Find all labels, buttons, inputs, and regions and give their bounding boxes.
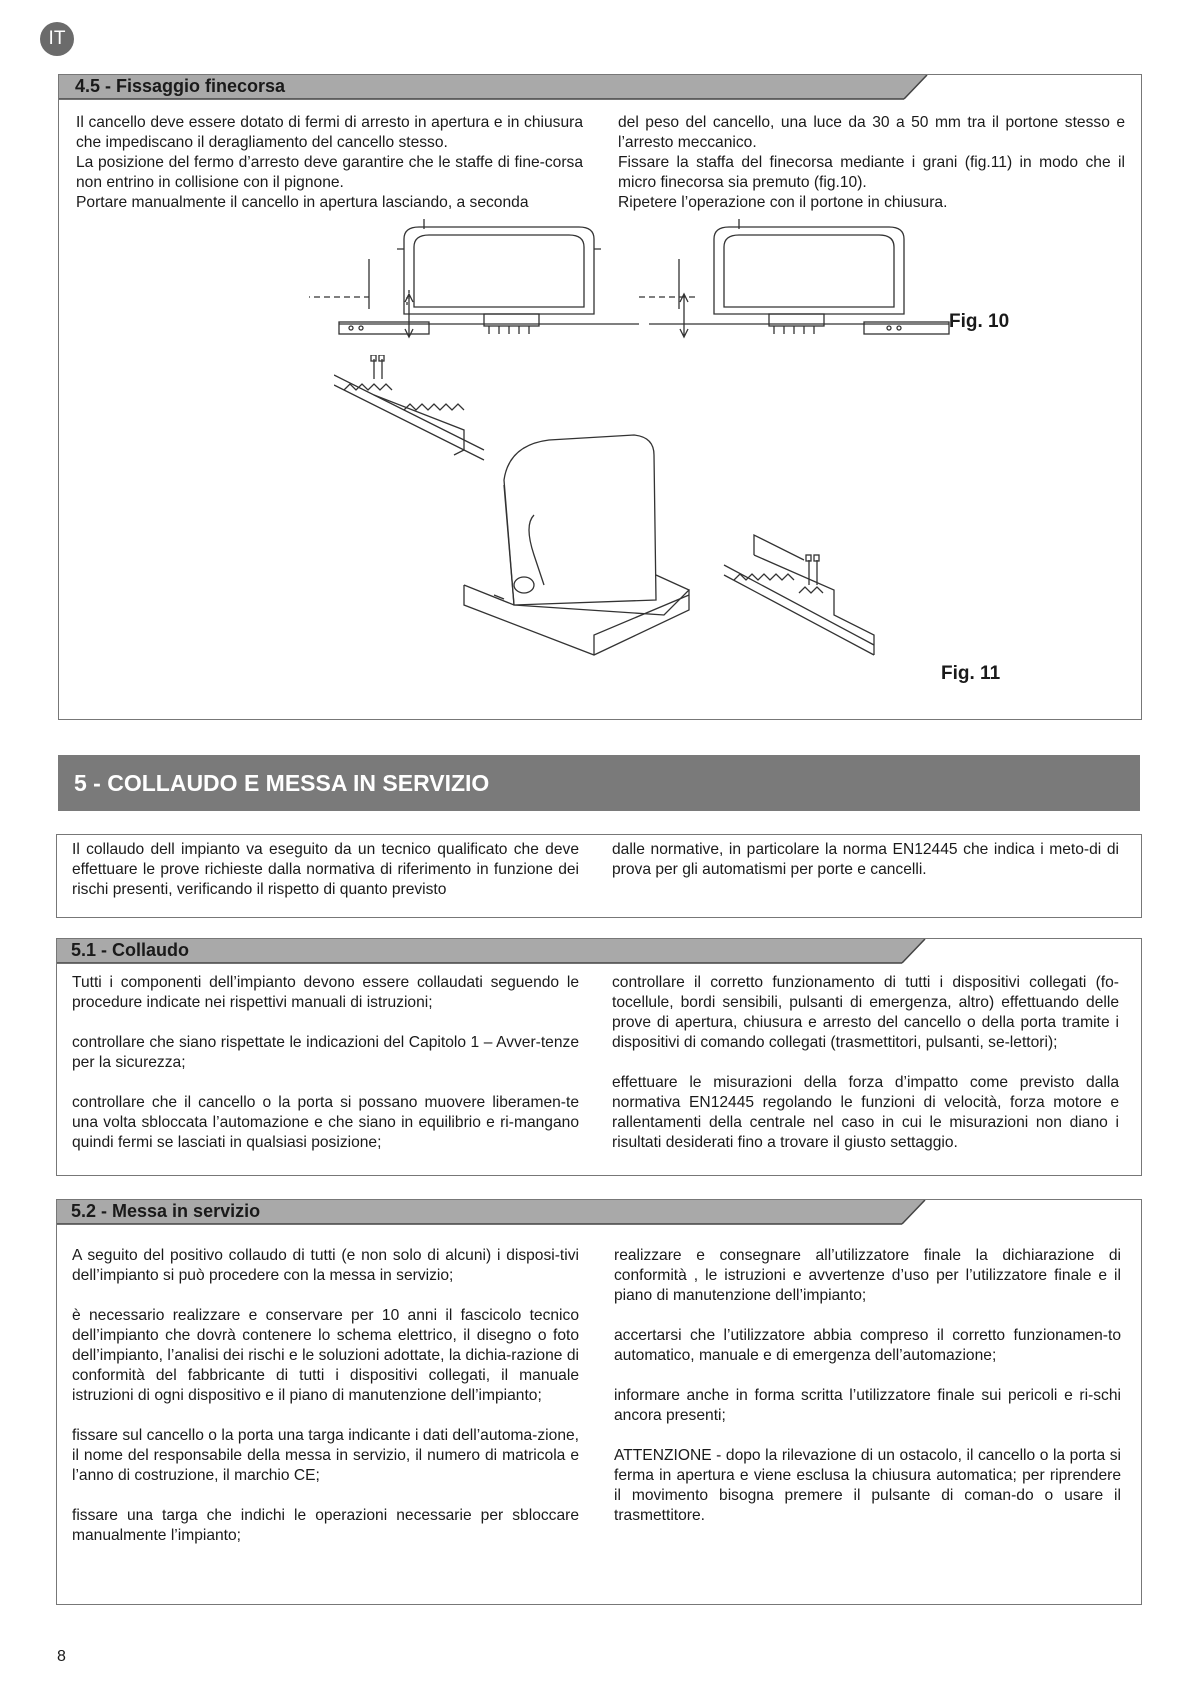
section-5-2-left-text <box>72 1246 579 1546</box>
section-5-right-text <box>612 840 1119 880</box>
paragraph: realizzare e consegnare all’utilizzatore finale la dichiarazione di conformità , le istruzioni e avvertenze d’uso per l’utilizzatore finale e il piano di manutenzione dell’impianto; <box>614 1247 1121 1304</box>
section-4-5-title: 4.5 - Fissaggio finecorsa <box>75 76 286 96</box>
paragraph: controllare il corretto funzionamento di tutti i dispositivi collegati (fo-tocellule, bordi sensibili, pulsanti di emergenza, altro) effettuando delle prove di apertura, chiusura e arresto del cancello o della porta tramite i dispositivi di comando collegati (trasmettitori, pulsanti, se-lettori); <box>612 974 1119 1051</box>
section-5-intro-box <box>56 834 1142 918</box>
paragraph: Tutti i componenti dell’impianto devono essere collaudati seguendo le procedure indicate nei rispettivi manuali di istruzioni; <box>72 974 579 1011</box>
section-5-left-text <box>72 840 579 900</box>
section-4-5-left-text <box>76 113 583 213</box>
paragraph: controllare che siano rispettate le indicazioni del Capitolo 1 – Avver-tenze per la sicurezza; <box>72 1034 579 1071</box>
paragraph: del peso del cancello, una luce da 30 a 50 mm tra il portone stesso e l’arresto meccanico. <box>618 114 1125 151</box>
section-5-1-box <box>56 938 1142 1176</box>
paragraph: Il cancello deve essere dotato di fermi di arresto in apertura e in chiusura che impediscano il deragliamento del cancello stesso. <box>76 114 583 151</box>
section-5-2-right-text <box>614 1246 1121 1526</box>
section-5-2-title: 5.2 - Messa in servizio <box>71 1201 261 1221</box>
paragraph: Portare manualmente il cancello in apertura lasciando, a seconda <box>76 194 529 211</box>
section-4-5-box <box>58 74 1142 720</box>
fig-10-drawing <box>309 219 969 349</box>
language-badge: IT <box>40 22 74 56</box>
paragraph: effettuare le misurazioni della forza d’impatto come previsto dalla normativa EN12445 regolando le funzioni di velocità, forza motore e rallentamenti della centrale nel caso in cui le misurazioni non diano i risultati desiderati fino a trovare il giusto settaggio. <box>612 1074 1119 1151</box>
section-5-2-box <box>56 1199 1142 1605</box>
paragraph: A seguito del positivo collaudo di tutti (e non solo di alcuni) i disposi-tivi dell’impianto si può procedere con la messa in servizio; <box>72 1247 579 1284</box>
paragraph: informare anche in forma scritta l’utilizzatore finale sui pericoli e ri-schi ancora presenti; <box>614 1387 1121 1424</box>
paragraph: fissare una targa che indichi le operazioni necessarie per sbloccare manualmente l’impianto; <box>72 1507 579 1544</box>
paragraph: controllare che il cancello o la porta si possano muovere liberamen-te una volta sbloccata l’automazione e che siano in equilibrio e ri-mangano quindi fermi se lasciati in qualsiasi posizione; <box>72 1094 579 1151</box>
paragraph: ATTENZIONE - dopo la rilevazione di un ostacolo, il cancello o la porta si ferma in apertura e viene esclusa la chiusura automatica; per riprendere il movimento bisogna premere il pulsante di coman-do o usare il trasmettitore. <box>614 1447 1121 1524</box>
paragraph: Il collaudo dell impianto va eseguito da un tecnico qualificato che deve effettuare le prove richieste dalla normativa di riferimento in funzione dei rischi presenti, verificando il rispetto di quanto previsto <box>72 841 579 898</box>
paragraph: La posizione del fermo d’arresto deve garantire che le staffe di fine-corsa non entrino in collisione con il pignone. <box>76 154 583 191</box>
paragraph: Fissare la staffa del finecorsa mediante i grani (fig.11) in modo che il micro finecorsa sia premuto (fig.10). <box>618 154 1125 191</box>
paragraph: è necessario realizzare e conservare per 10 anni il fascicolo tecnico dell’impianto che dovrà contenere lo schema elettrico, il disegno o foto dell’impianto, l’analisi dei rischi e le soluzioni adottate, la dichia-razione di conformità del fabbricante di tutti i dispositivi collegati, il manuale istruzioni di ogni dispositivo e il piano di manutenzione dell’impianto; <box>72 1307 579 1404</box>
fig-11-drawing <box>334 355 894 685</box>
paragraph: Ripetere l’operazione con il portone in chiusura. <box>618 194 948 211</box>
paragraph: fissare sul cancello o la porta una targa indicante i dati dell’automa-zione, il nome del responsabile della messa in servizio, il numero di matricola e l’anno di costruzione, il marchio CE; <box>72 1427 579 1484</box>
page-number: 8 <box>57 1648 66 1665</box>
paragraph: accertarsi che l’utilizzatore abbia compreso il corretto funzionamen-to automatico, manuale e di emergenza dell’automazione; <box>614 1327 1121 1364</box>
section-4-5-right-text <box>618 113 1125 213</box>
section-5-banner: 5 - COLLAUDO E MESSA IN SERVIZIO <box>58 755 1140 811</box>
fig-10-label: Fig. 10 <box>949 311 1010 332</box>
section-5-1-title: 5.1 - Collaudo <box>71 940 190 960</box>
paragraph: dalle normative, in particolare la norma EN12445 che indica i meto-di di prova per gli automatismi per porte e cancelli. <box>612 841 1119 878</box>
section-5-1-left-text <box>72 973 579 1153</box>
section-5-1-right-text <box>612 973 1119 1153</box>
fig-11-label: Fig. 11 <box>941 663 1001 684</box>
